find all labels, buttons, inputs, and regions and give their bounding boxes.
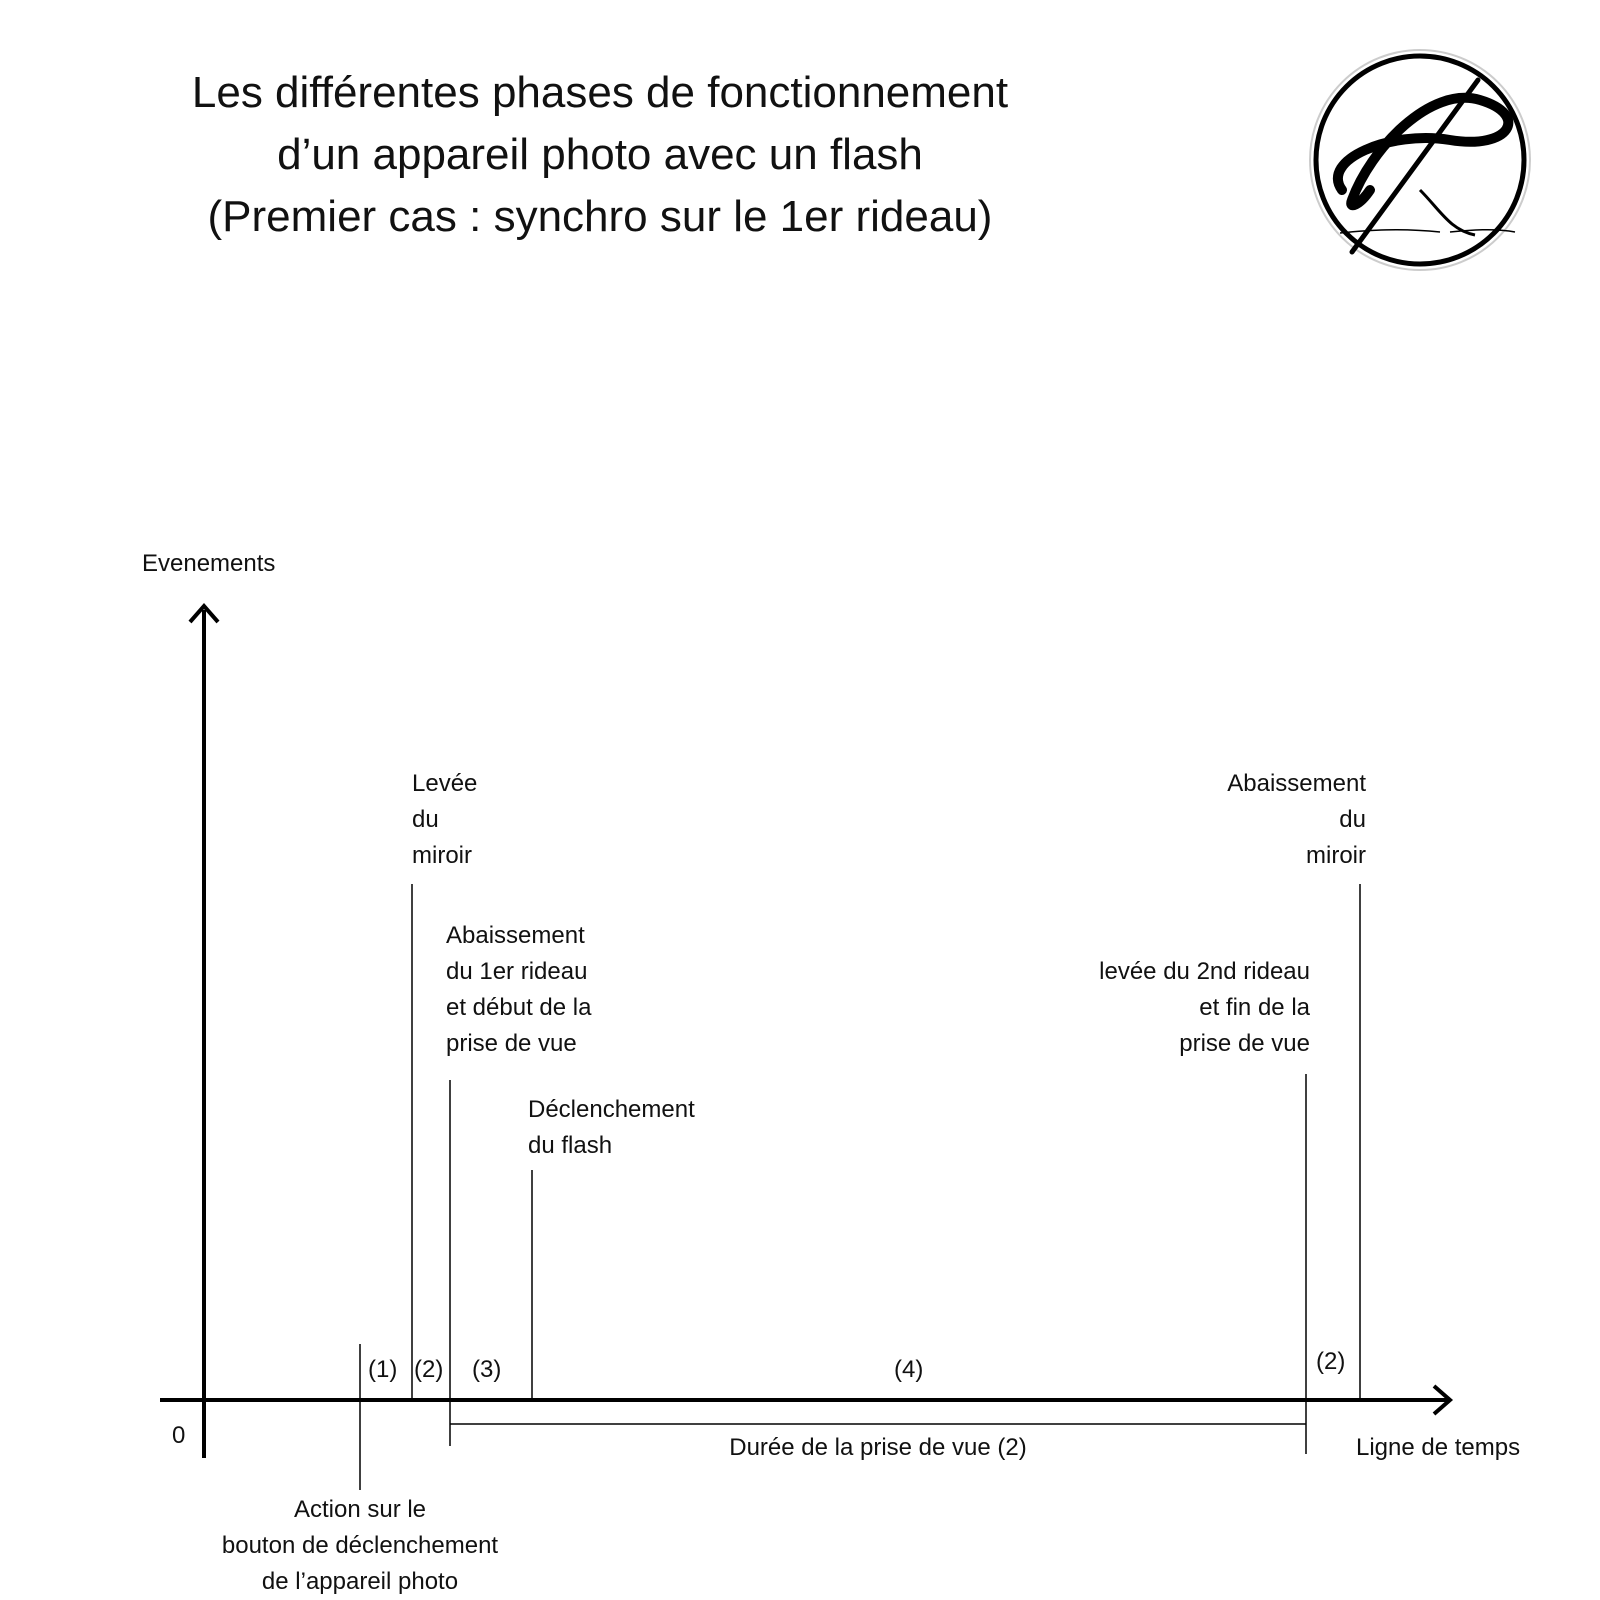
duration-label: Durée de la prise de vue (2) (729, 1434, 1027, 1461)
abaissement-1er-rideau-line-4: prise de vue (446, 1030, 577, 1057)
abaissement-1er-rideau-line-2: du 1er rideau (446, 958, 588, 985)
levee-2nd-rideau-line-3: prise de vue (1179, 1030, 1310, 1057)
declenchement-flash-line-2: du flash (528, 1132, 613, 1159)
action-bouton-line-2: bouton de déclenchement (221, 1532, 499, 1559)
levee-miroir-label (412, 766, 477, 874)
action-bouton-line-3: de l’appareil photo (261, 1568, 459, 1595)
action-bouton-line-1: Action sur le (293, 1496, 427, 1523)
abaissement-miroir-line-3: miroir (1306, 842, 1366, 869)
abaissement-miroir-label (1227, 766, 1366, 874)
levee-2nd-rideau-line-1: levée du 2nd rideau (1099, 958, 1310, 985)
levee-miroir-line-3: miroir (412, 842, 472, 869)
phase-2-label: (2) (414, 1356, 444, 1383)
abaissement-1er-rideau-line-1: Abaissement (446, 922, 585, 949)
phase-1-label: (1) (368, 1356, 398, 1383)
declenchement-flash-label (528, 1092, 695, 1164)
title-line-3: (Premier cas : synchro sur le 1er rideau) (207, 192, 993, 241)
action-bouton-label (180, 1492, 540, 1600)
levee-miroir-line-2: du (412, 806, 439, 833)
levee-miroir-line-1: Levée (412, 770, 478, 797)
levee-2nd-rideau-line-2: et fin de la (1199, 994, 1310, 1021)
title-line-1: Les différentes phases de fonctionnement (191, 68, 1009, 117)
title-line-2: d’un appareil photo avec un flash (277, 130, 923, 179)
abaissement-miroir-line-1: Abaissement (1227, 770, 1366, 797)
x-axis-label: Ligne de temps (1356, 1434, 1521, 1461)
phase-2-end-label: (2) (1316, 1348, 1346, 1375)
origin-label: 0 (172, 1422, 186, 1449)
phase-3-label: (3) (472, 1356, 502, 1383)
abaissement-1er-rideau-line-3: et début de la (446, 994, 592, 1021)
abaissement-1er-rideau-label (446, 918, 591, 1062)
y-axis-label: Evenements (142, 550, 276, 577)
phase-4-label: (4) (894, 1356, 924, 1383)
levee-2nd-rideau-label (1099, 954, 1310, 1062)
declenchement-flash-line-1: Déclenchement (528, 1096, 695, 1123)
abaissement-miroir-line-2: du (1339, 806, 1366, 833)
